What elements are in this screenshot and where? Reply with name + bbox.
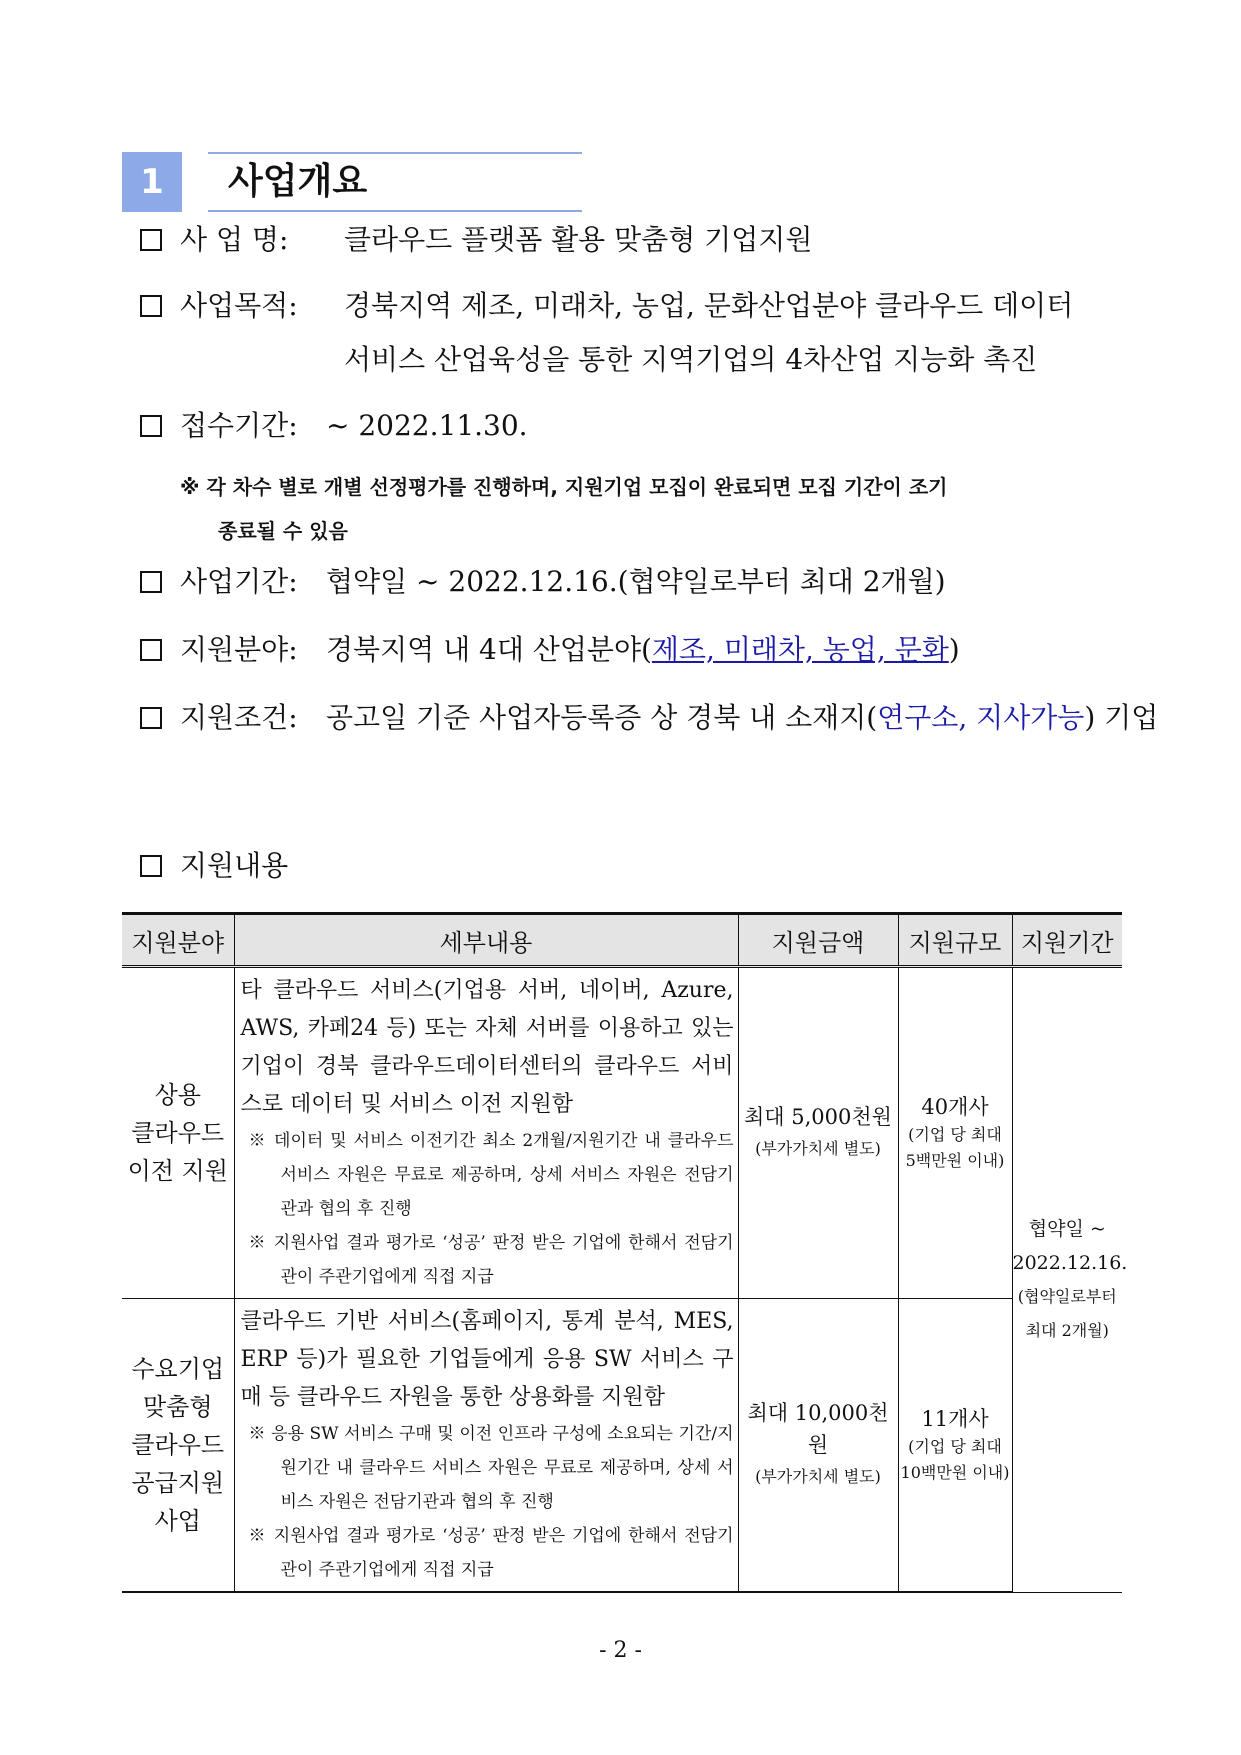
- table-header: 지원규모: [898, 914, 1012, 967]
- table-header: 지원금액: [738, 914, 898, 967]
- section-number: 1: [122, 152, 182, 212]
- item-period-label: 사업기간:: [180, 565, 298, 598]
- table-header: 지원분야: [122, 914, 234, 967]
- item-reception-value: ~ 2022.11.30.: [326, 409, 528, 442]
- detail-text: 클라우드 기반 서비스(홈페이지, 통계 분석, MES, ERP 등)가 필요한 기업들에게 응용 SW 서비스 구매 등 클라우드 자원을 통한 상용화를 지원함: [240, 1309, 734, 1410]
- detail-note: ※ 지원사업 결과 평가로 ‘성공’ 판정 받은 기업에 한해서 전담기관이 주관기업에게 직접 지급: [248, 1233, 734, 1287]
- support-field-line: 클라우드: [131, 1431, 225, 1459]
- amount-note: (부가가치세 별도): [755, 1139, 881, 1158]
- item-condition-label: 지원조건:: [180, 701, 298, 734]
- scale-note: (기업 당 최대: [908, 1125, 1002, 1144]
- detail-note: ※ 데이터 및 서비스 이전기간 최소 2개월/지원기간 내 클라우드 서비스 자원은 무료로 제공하며, 상세 서비스 자원은 전담기관과 협의 후 진행: [248, 1131, 734, 1219]
- item-purpose: [140, 286, 302, 326]
- detail-note: ※ 지원사업 결과 평가로 ‘성공’ 판정 받은 기업에 한해서 전담기관이 주관기업에게 직접 지급: [248, 1526, 734, 1580]
- item-name-label: 사 업 명:: [180, 223, 289, 256]
- scale-cell: [898, 967, 1012, 1299]
- item-field-value: [326, 630, 960, 670]
- item-condition-value: [326, 698, 1158, 738]
- checkbox-square-icon: [140, 295, 162, 317]
- support-field-cell: [122, 1299, 234, 1593]
- item-condition-value-pre: 공고일 기준 사업자등록증 상 경북 내 소재지(: [326, 701, 878, 734]
- reception-note-line2: 종료될 수 있음: [218, 519, 348, 543]
- item-field-label: 지원분야:: [180, 633, 298, 666]
- item-field-value-highlight: 제조, 미래차, 농업, 문화: [651, 633, 949, 666]
- checkbox-square-icon: [140, 855, 162, 877]
- detail-cell: [234, 1299, 738, 1593]
- item-purpose-line1: 경북지역 제조, 미래차, 농업, 문화산업분야 클라우드 데이터: [344, 289, 1074, 322]
- support-field-line: 상용: [154, 1081, 201, 1109]
- table-header-row: [122, 914, 1122, 967]
- period-line: (협약일로부터: [1017, 1286, 1117, 1306]
- checkbox-square-icon: [140, 571, 162, 593]
- detail-note: ※ 응용 SW 서비스 구매 및 이전 인프라 구성에 소요되는 기간/지원기간 내 클라우드 서비스 자원은 무료로 제공하며, 상세 서비스 자원은 전담기관과 협의 후 진행: [248, 1424, 734, 1512]
- support-field-line: 맞춤형: [142, 1393, 213, 1421]
- amount-note: (부가가치세 별도): [755, 1467, 881, 1486]
- amount-cell: [738, 967, 898, 1299]
- support-field-line: 수요기업: [131, 1355, 225, 1383]
- scale-note: 10백만원 이내): [900, 1463, 1010, 1482]
- scale-cell: [898, 1299, 1012, 1593]
- period-line: 최대 2개월): [1025, 1320, 1109, 1340]
- support-field-line: 이전 지원: [127, 1157, 228, 1185]
- section-heading: [122, 152, 582, 212]
- item-purpose-line2: 서비스 산업육성을 통한 지역기업의 4차산업 지능화 촉진: [344, 343, 1038, 376]
- scale-note: (기업 당 최대: [908, 1437, 1002, 1456]
- scale-note: 5백만원 이내): [905, 1151, 1005, 1170]
- amount-cell: [738, 1299, 898, 1593]
- detail-cell: [234, 967, 738, 1299]
- support-field-cell: [122, 967, 234, 1299]
- scale-value: 11개사: [921, 1407, 989, 1431]
- item-reception-label: 접수기간:: [180, 409, 298, 442]
- item-content: [140, 846, 292, 886]
- item-field: [140, 630, 302, 670]
- item-field-value-post: ): [948, 633, 960, 666]
- item-condition-value-highlight: 연구소, 지사가능: [877, 701, 1085, 734]
- period-line: 2022.12.16.: [1012, 1251, 1128, 1274]
- page-number: - 2 -: [599, 1638, 642, 1663]
- item-period: [140, 562, 302, 602]
- checkbox-square-icon: [140, 229, 162, 251]
- item-content-label: 지원내용: [180, 849, 289, 882]
- support-table: [122, 912, 1128, 1593]
- checkbox-square-icon: [140, 707, 162, 729]
- detail-text: 타 클라우드 서비스(기업용 서버, 네이버, Azure, AWS, 카페24 등) 또는 자체 서버를 이용하고 있는 기업이 경북 클라우드데이터센터의 클라우드 서비스로 데이터 및 서비스 이전 지원함: [240, 978, 734, 1117]
- reception-note-line1: ※ 각 차수 별로 개별 선정평가를 진행하며, 지원기업 모집이 완료되면 모집 기간이 조기: [180, 475, 948, 499]
- period-cell: [1012, 967, 1128, 1593]
- scale-value: 40개사: [921, 1095, 989, 1119]
- item-reception: [140, 406, 302, 446]
- item-name: [140, 220, 292, 260]
- section-title: 사업개요: [208, 152, 582, 212]
- item-name-value: 클라우드 플랫폼 활용 맞춤형 기업지원: [344, 223, 813, 256]
- support-field-line: 사업: [154, 1507, 201, 1535]
- table-row: [122, 1299, 1122, 1593]
- table-row: [122, 967, 1122, 1299]
- item-purpose-label: 사업목적:: [180, 289, 298, 322]
- item-condition: [140, 698, 302, 738]
- item-condition-value-post: ) 기업: [1084, 701, 1159, 734]
- period-line: 협약일 ~: [1028, 1217, 1106, 1240]
- item-field-value-pre: 경북지역 내 4대 산업분야(: [326, 633, 652, 666]
- amount-value: 최대 10,000천원: [747, 1401, 889, 1457]
- support-field-line: 공급지원: [131, 1469, 225, 1497]
- checkbox-square-icon: [140, 415, 162, 437]
- table-header: 세부내용: [234, 914, 738, 967]
- table-header: 지원기간: [1012, 914, 1122, 967]
- amount-value: 최대 5,000천원: [744, 1105, 892, 1129]
- item-period-value: 협약일 ~ 2022.12.16.(협약일로부터 최대 2개월): [326, 565, 946, 598]
- checkbox-square-icon: [140, 639, 162, 661]
- support-field-line: 클라우드: [131, 1119, 225, 1147]
